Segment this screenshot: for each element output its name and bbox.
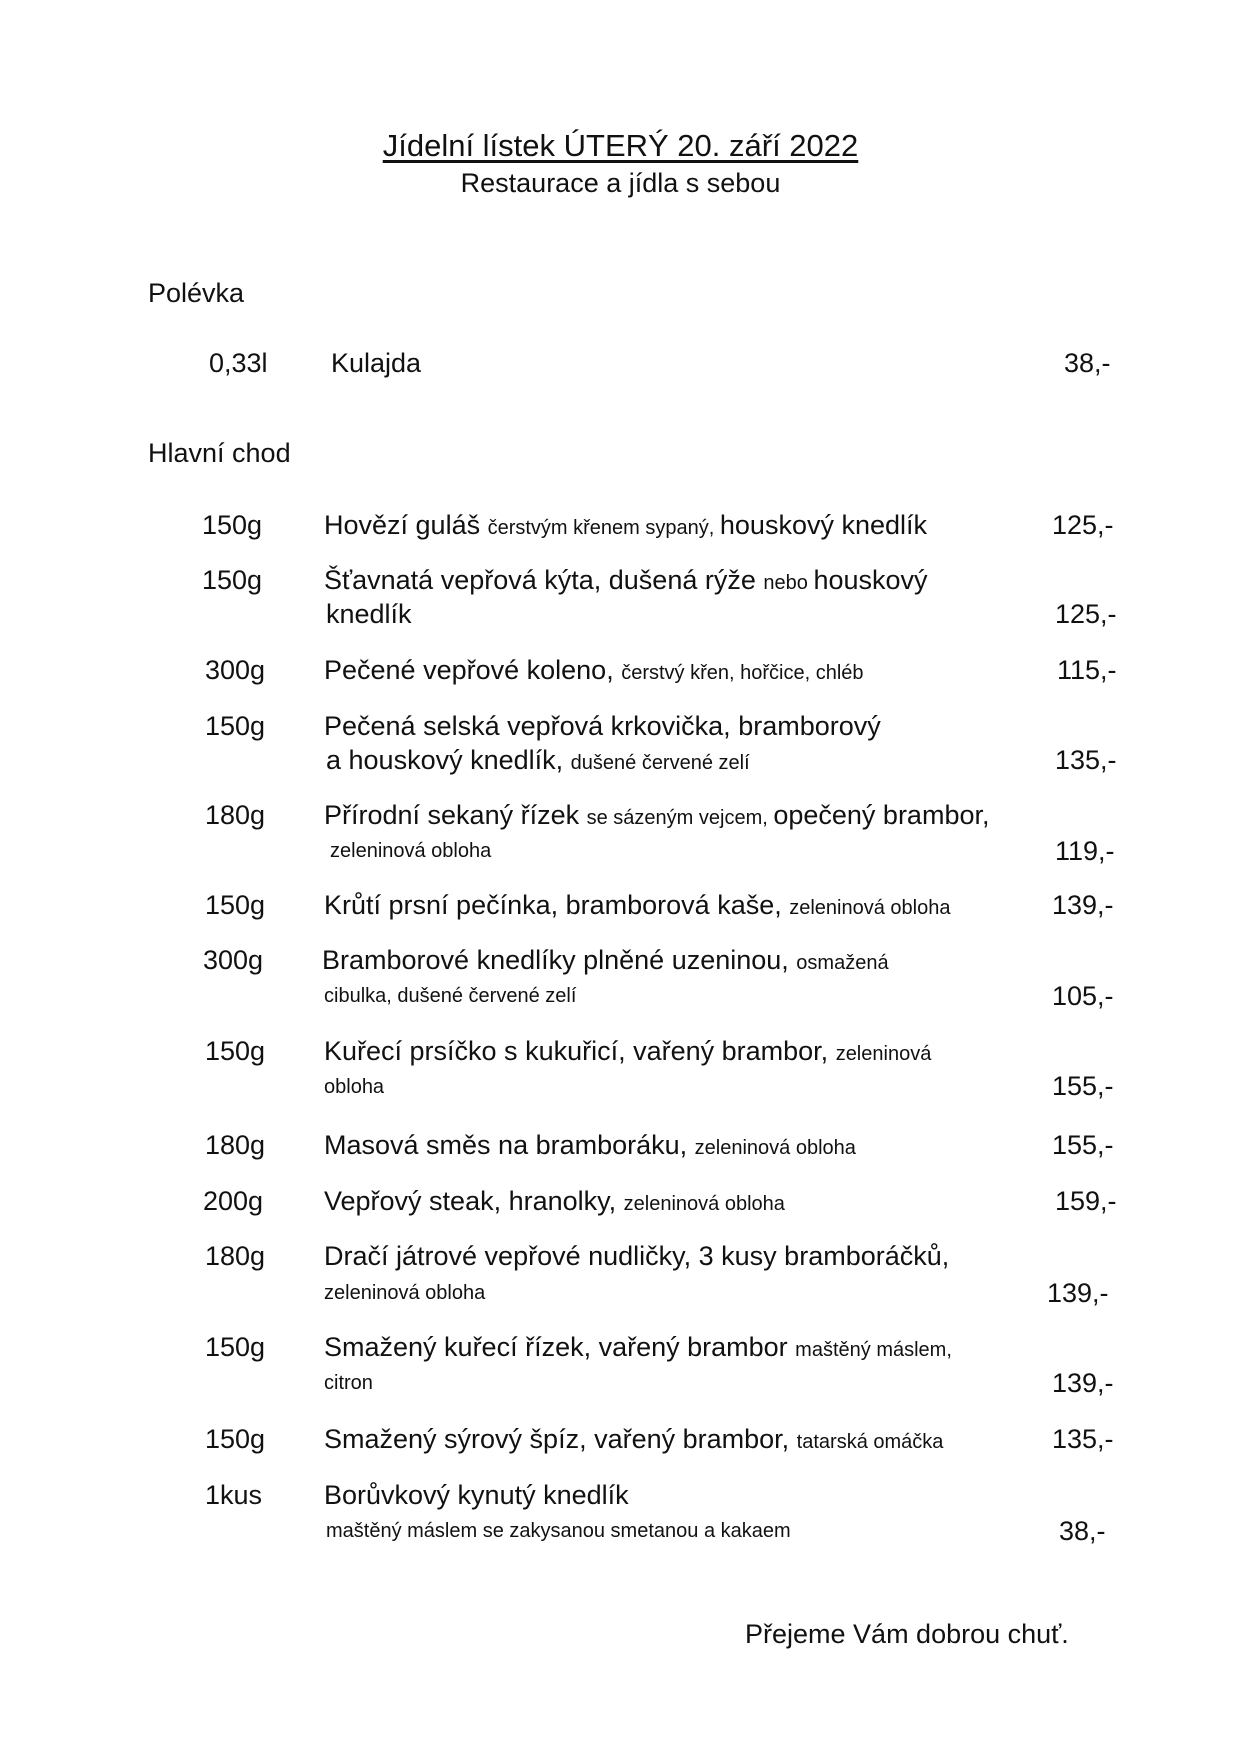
dish-detail: nebo	[763, 572, 814, 594]
dish-detail: dušené červené zelí	[570, 752, 750, 774]
item-weight: 150g	[205, 1424, 266, 1454]
page-title: Jídelní lístek ÚTERÝ 20. září 2022	[382, 128, 859, 163]
dish-detail: zeleninová obloha	[623, 1193, 785, 1215]
item-weight: 150g	[205, 711, 266, 741]
item-weight: 300g	[205, 655, 266, 685]
item-description-line-2: obloha	[324, 1076, 385, 1098]
item-weight: 150g	[205, 1036, 266, 1066]
item-description-line-1	[324, 1424, 943, 1455]
dish-detail: maštěný máslem,	[795, 1339, 952, 1361]
item-price: 38,-	[1059, 1516, 1106, 1546]
dish-side: houskový	[813, 565, 928, 595]
item-description-line-2: cibulka, dušené červené zelí	[324, 985, 577, 1007]
main-section-heading: Hlavní chod	[148, 438, 291, 468]
item-description-line-2: maštěný máslem se zakysanou smetanou a kakaem	[326, 1520, 791, 1542]
item-description-line-1	[324, 1130, 856, 1161]
dish-detail: čerstvý křen, hořčice, chléb	[621, 662, 864, 684]
item-price: 159,-	[1055, 1186, 1117, 1216]
closing-greeting: Přejeme Vám dobrou chuť.	[745, 1619, 1069, 1649]
item-weight: 150g	[205, 890, 266, 920]
item-description-line-1	[324, 565, 928, 596]
item-weight: 180g	[205, 1241, 266, 1271]
item-price: 135,-	[1055, 745, 1117, 775]
item-description-line-1	[322, 945, 889, 976]
item-description-line-2	[326, 745, 750, 776]
dish-detail: zeleninová obloha	[694, 1137, 856, 1159]
item-weight: 1kus	[205, 1480, 263, 1510]
dish-name: Přírodní sekaný řízek	[324, 800, 587, 830]
dish-detail: tatarská omáčka	[796, 1431, 944, 1453]
item-price: 125,-	[1052, 510, 1114, 540]
item-description-line-1	[324, 800, 989, 831]
dish-side: a houskový knedlík,	[326, 745, 571, 775]
item-price: 105,-	[1052, 981, 1114, 1011]
dish-side: opečený brambor,	[773, 800, 990, 830]
item-price: 139,-	[1047, 1278, 1109, 1308]
item-description-line-1	[324, 1036, 931, 1067]
item-price: 135,-	[1052, 1424, 1114, 1454]
item-price: 119,-	[1055, 836, 1115, 866]
item-description-line-1	[324, 1332, 952, 1363]
item-weight: 150g	[205, 1332, 266, 1362]
item-description-line-1: Borůvkový kynutý knedlík	[324, 1480, 629, 1510]
dish-detail: čerstvým křenem sypaný,	[487, 517, 720, 539]
item-description-line-1	[324, 890, 950, 921]
dish-name: Šťavnatá vepřová kýta, dušená rýže	[324, 565, 764, 595]
dish-side: houskový knedlík	[719, 510, 928, 540]
soup-section-heading: Polévka	[148, 278, 245, 308]
dish-name: Krůtí prsní pečínka, bramborová kaše,	[324, 890, 790, 920]
dish-detail: osmažená	[796, 952, 889, 974]
item-price: 38,-	[1064, 348, 1111, 378]
item-description-line-2: zeleninová obloha	[324, 1282, 486, 1304]
dish-name: Smažený kuřecí řízek, vařený brambor	[324, 1332, 796, 1362]
dish-name: Hovězí guláš	[324, 510, 488, 540]
item-price: 115,-	[1057, 655, 1117, 685]
item-weight: 150g	[202, 565, 263, 595]
item-description-line-1	[324, 655, 864, 686]
dish-name: Smažený sýrový špíz, vařený brambor,	[324, 1424, 797, 1454]
item-description-line-1: Pečená selská vepřová krkovička, bramborový	[324, 711, 881, 741]
item-weight: 300g	[203, 945, 264, 975]
page-subtitle: Restaurace a jídla s sebou	[460, 168, 781, 198]
item-price: 155,-	[1052, 1130, 1114, 1160]
item-description-line-2: citron	[324, 1372, 373, 1394]
item-name: Kulajda	[331, 348, 422, 378]
item-description-line-2: knedlík	[326, 599, 412, 629]
dish-detail: se sázeným vejcem,	[586, 807, 774, 829]
item-description-line-2: zeleninová obloha	[330, 840, 492, 862]
dish-name: Kuřecí prsíčko s kukuřicí, vařený brambor,	[324, 1036, 836, 1066]
dish-name: Vepřový steak, hranolky,	[324, 1186, 624, 1216]
dish-name: Bramborové knedlíky plněné uzeninou,	[322, 945, 797, 975]
item-price: 155,-	[1052, 1071, 1114, 1101]
item-weight: 180g	[205, 1130, 266, 1160]
item-weight: 150g	[202, 510, 263, 540]
dish-detail: zeleninová obloha	[789, 897, 951, 919]
item-weight: 200g	[203, 1186, 264, 1216]
item-description-line-1: Dračí játrové vepřové nudličky, 3 kusy bramboráčků,	[324, 1241, 950, 1271]
item-weight: 0,33l	[209, 348, 268, 378]
dish-name: Pečené vepřové koleno,	[324, 655, 622, 685]
item-price: 139,-	[1052, 1368, 1114, 1398]
item-description-line-1	[324, 1186, 785, 1217]
item-weight: 180g	[205, 800, 266, 830]
item-description-line-1	[324, 510, 927, 541]
dish-detail: zeleninová	[835, 1043, 932, 1065]
dish-name: Masová směs na bramboráku,	[324, 1130, 695, 1160]
item-price: 139,-	[1052, 890, 1114, 920]
item-price: 125,-	[1055, 599, 1117, 629]
